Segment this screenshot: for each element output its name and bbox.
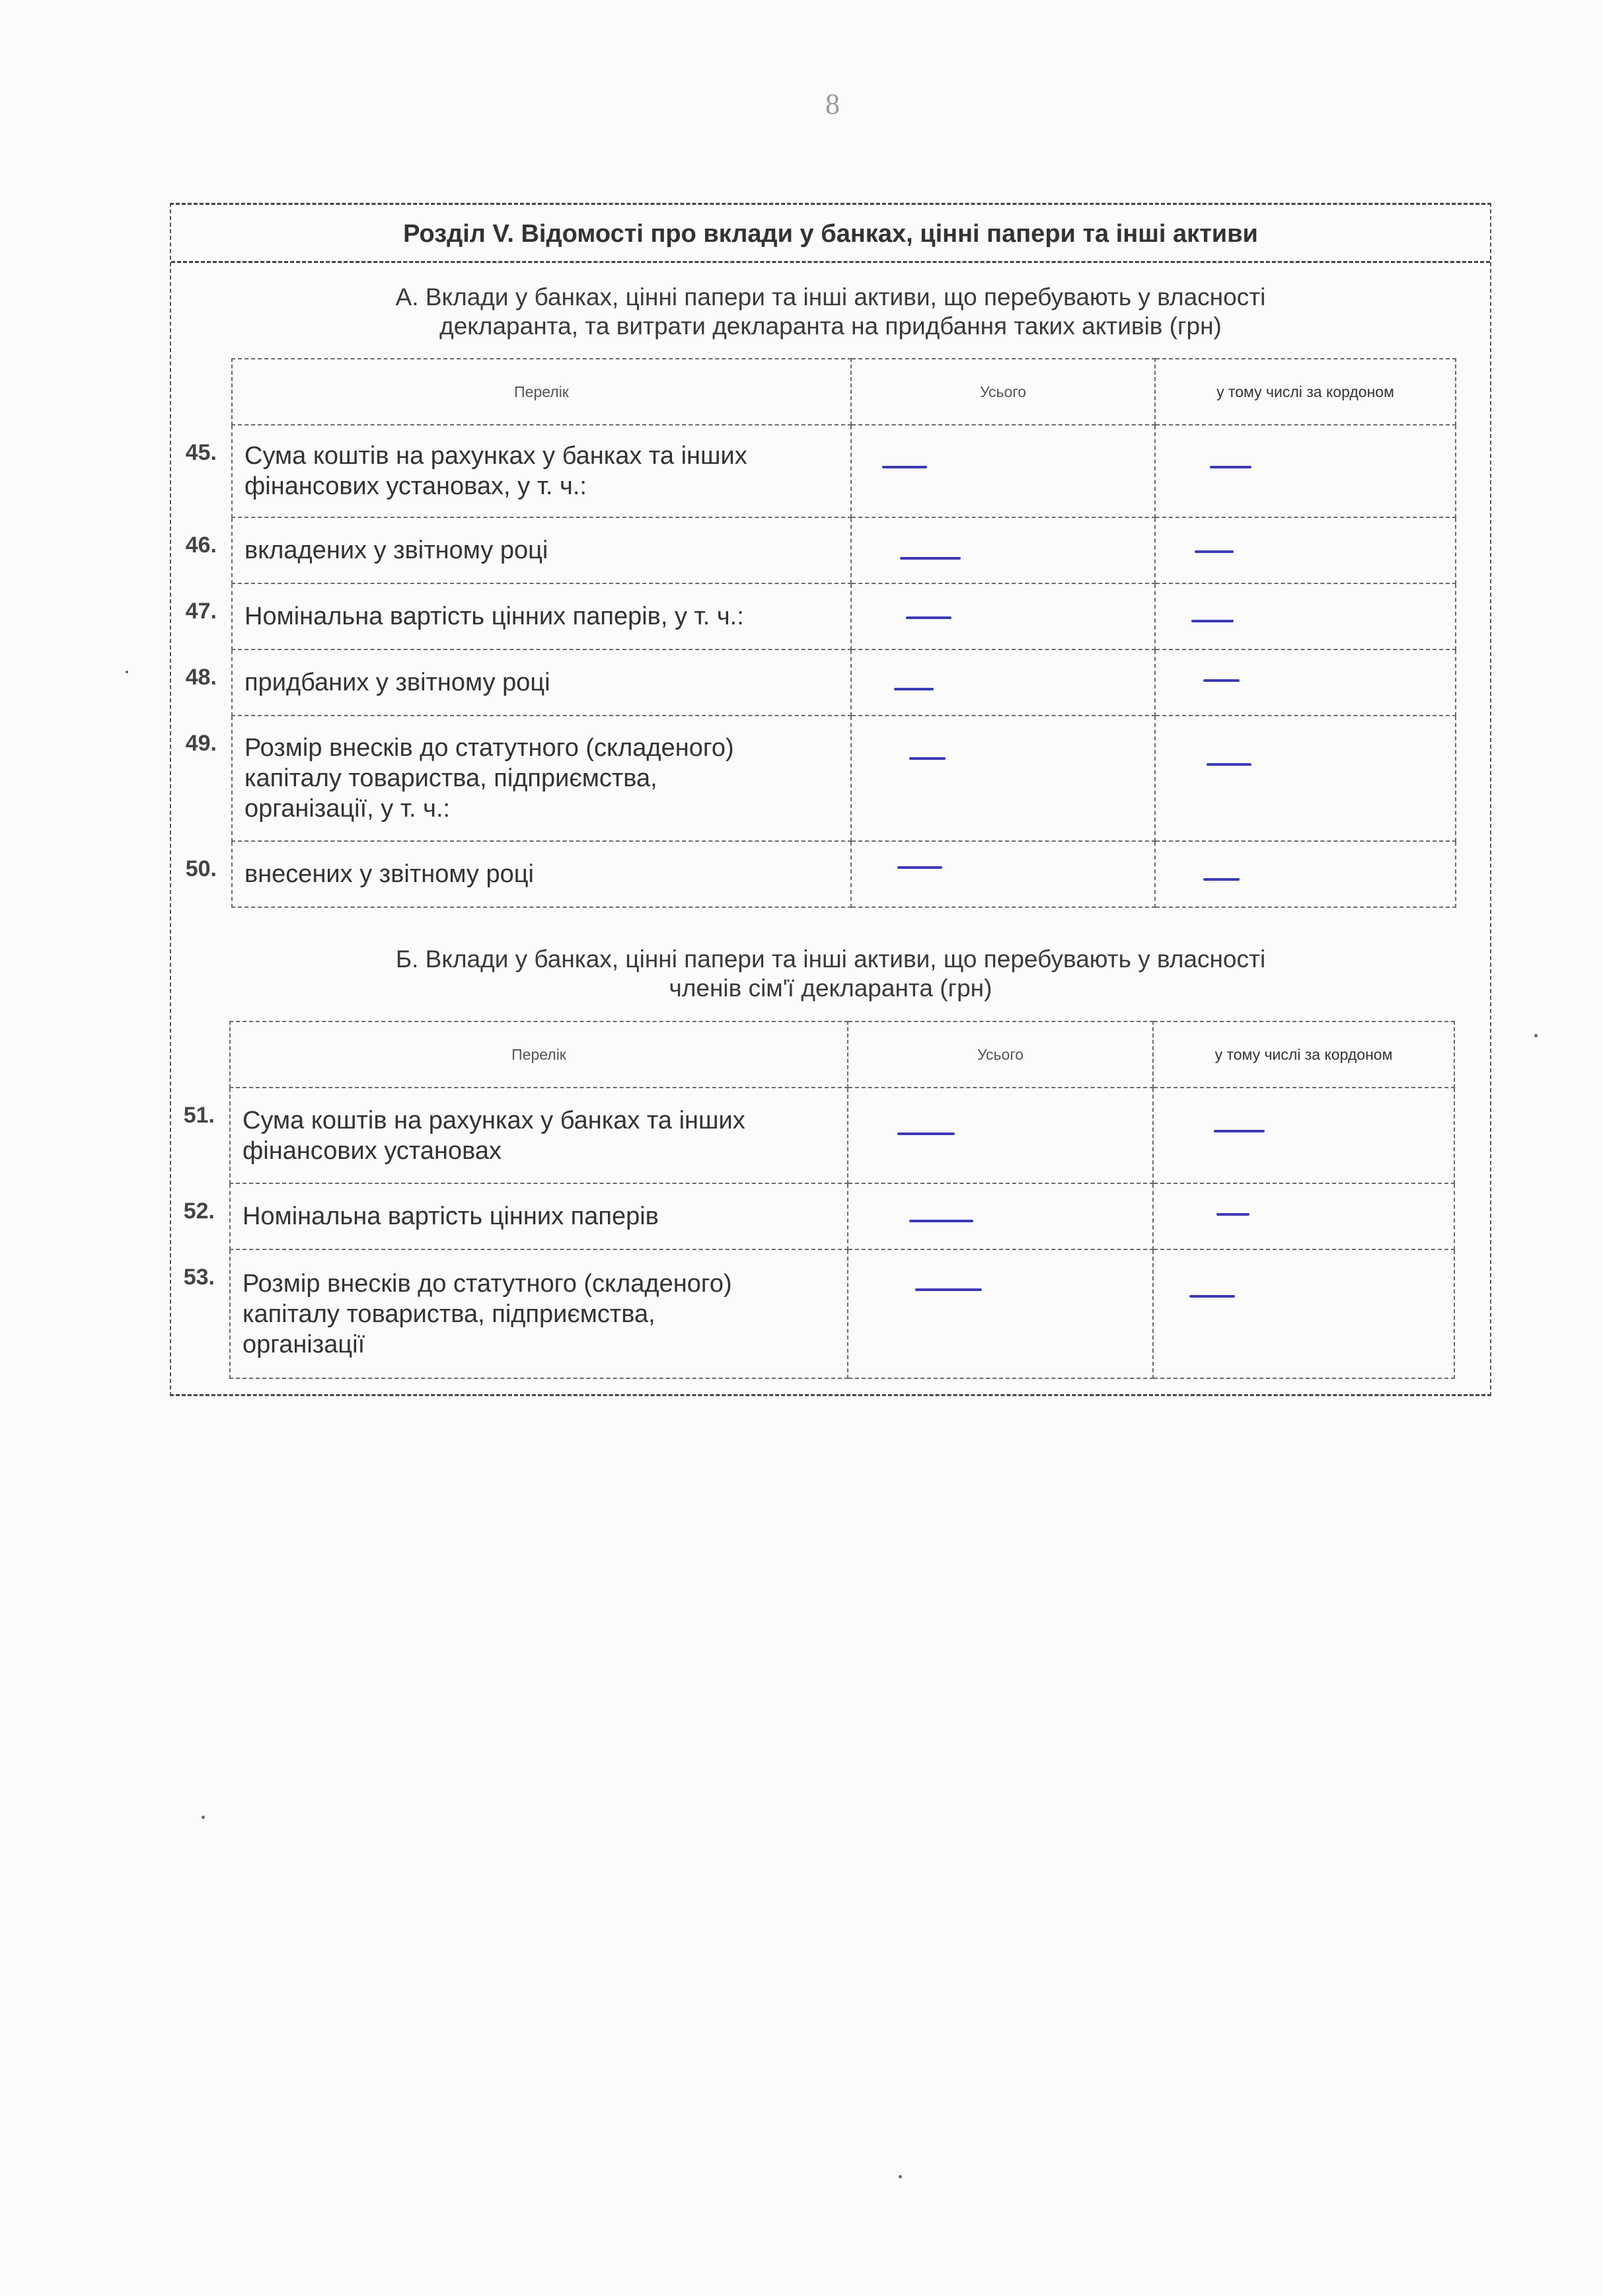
row-label	[232, 649, 851, 716]
row-label-line: капіталу товариства, підприємства,	[244, 764, 657, 792]
table-header-row	[232, 359, 1456, 425]
part-b-heading-line2: членів сім'ї декларанта (грн)	[669, 975, 992, 1002]
row-number: 49.	[185, 731, 217, 756]
value-cell-total	[851, 841, 1155, 907]
column-header-item: Перелік	[230, 1021, 848, 1088]
part-a-heading-line2: декларанта, та витрати декларанта на придбання таких активів (грн)	[439, 313, 1222, 340]
scan-speck	[1534, 1034, 1538, 1037]
scan-speck	[202, 1816, 205, 1819]
row-label-line: фінансових установах	[242, 1136, 502, 1165]
row-label-line: Сума коштів на рахунках у банках та інших	[242, 1106, 745, 1134]
row-label-line: внесених у звітному році	[244, 860, 534, 888]
row-label	[230, 1183, 848, 1249]
part-a-table	[231, 358, 1456, 908]
value-cell-total	[848, 1088, 1153, 1183]
handwritten-dash-total	[882, 466, 928, 468]
row-label-line: Номінальна вартість цінних паперів	[242, 1203, 659, 1230]
value-cell-total	[851, 583, 1155, 649]
row-label-line: організації, у т. ч.:	[244, 795, 451, 823]
row-number: 52.	[183, 1199, 215, 1224]
scan-speck	[899, 2175, 902, 2178]
handwritten-dash-total	[909, 757, 946, 760]
column-header-total: Усього	[848, 1021, 1153, 1088]
handwritten-dash-total	[909, 1220, 973, 1222]
row-number: 48.	[185, 665, 217, 690]
value-cell-abroad	[1153, 1249, 1454, 1378]
value-cell-abroad	[1155, 649, 1456, 716]
value-cell-abroad	[1155, 841, 1456, 907]
row-label-line: Сума коштів на рахунках у банках та інших	[244, 442, 747, 470]
row-label	[230, 1088, 848, 1183]
value-cell-abroad	[1155, 517, 1456, 583]
part-b-heading-line1: Б. Вклади у банках, цінні папери та інші активи, що перебувають у власності	[395, 945, 1266, 973]
table-row	[232, 841, 1456, 907]
part-a-heading	[171, 283, 1490, 341]
value-cell-abroad	[1155, 583, 1456, 649]
value-cell-total	[848, 1183, 1153, 1249]
value-cell-total	[851, 517, 1155, 583]
table-row	[232, 716, 1456, 841]
row-number: 47.	[185, 599, 217, 624]
value-cell-abroad	[1153, 1183, 1454, 1249]
row-label-line: вкладених у звітному році	[244, 537, 548, 564]
row-number: 45.	[185, 440, 217, 465]
value-cell-total	[851, 649, 1155, 716]
handwritten-dash-total	[900, 557, 961, 560]
handwritten-dash-abroad	[1203, 679, 1239, 682]
value-cell-abroad	[1155, 716, 1456, 841]
part-b-heading	[170, 945, 1491, 1003]
row-number: 46.	[185, 533, 217, 558]
table-row	[232, 583, 1456, 649]
handwritten-dash-total	[906, 616, 951, 619]
row-label	[232, 517, 851, 583]
row-label	[232, 716, 851, 841]
table-row	[230, 1088, 1454, 1183]
row-number: 53.	[183, 1265, 215, 1290]
handwritten-dash-abroad	[1216, 1213, 1249, 1216]
handwritten-dash-total	[915, 1288, 982, 1291]
handwritten-dash-total	[897, 1132, 955, 1135]
table-row	[232, 425, 1456, 517]
handwritten-dash-abroad	[1207, 763, 1251, 766]
table-row	[232, 649, 1456, 716]
row-label-line: Номінальна вартість цінних паперів, у т. ч.:	[244, 603, 744, 630]
value-cell-abroad	[1153, 1088, 1454, 1183]
table-row	[230, 1249, 1454, 1378]
row-label-line: організації	[242, 1330, 365, 1358]
row-number: 51.	[183, 1103, 215, 1128]
row-label	[232, 841, 851, 907]
table-row	[230, 1183, 1454, 1249]
handwritten-dash-abroad	[1189, 1295, 1234, 1298]
row-label	[230, 1249, 848, 1378]
column-header-abroad: у тому числі за кордоном	[1153, 1021, 1454, 1088]
handwritten-dash-abroad	[1210, 466, 1251, 468]
row-label-line: Розмір внесків до статутного (складеного)	[242, 1269, 732, 1298]
part-b-table	[229, 1021, 1455, 1379]
row-label	[232, 425, 851, 517]
handwritten-dash-abroad	[1203, 878, 1239, 881]
table-header-row	[230, 1021, 1454, 1088]
table-row	[232, 517, 1456, 583]
handwritten-dash-total	[897, 866, 943, 869]
column-header-abroad: у тому числі за кордоном	[1155, 359, 1456, 425]
handwritten-dash-abroad	[1191, 620, 1233, 622]
row-label	[232, 583, 851, 649]
value-cell-total	[851, 425, 1155, 517]
value-cell-total	[848, 1249, 1153, 1378]
value-cell-abroad	[1155, 425, 1456, 517]
scan-speck	[126, 671, 128, 673]
value-cell-total	[851, 716, 1155, 841]
row-number: 50.	[185, 856, 217, 881]
page-number: 8	[825, 88, 840, 120]
row-label-line: фінансових установах, у т. ч.:	[244, 472, 587, 500]
handwritten-dash-abroad	[1195, 550, 1234, 553]
row-label-line: Розмір внесків до статутного (складеного)	[244, 734, 734, 762]
row-label-line: капіталу товариства, підприємства,	[242, 1300, 655, 1328]
column-header-item: Перелік	[232, 359, 851, 425]
row-label-line: придбаних у звітному році	[244, 669, 550, 696]
handwritten-dash-abroad	[1214, 1130, 1265, 1132]
section-title: Розділ V. Відомості про вклади у банках, цінні папери та інші активи	[171, 205, 1490, 263]
column-header-total: Усього	[851, 359, 1155, 425]
handwritten-dash-total	[894, 688, 934, 690]
part-a-heading-line1: А. Вклади у банках, цінні папери та інші активи, що перебувають у власності	[395, 283, 1266, 311]
